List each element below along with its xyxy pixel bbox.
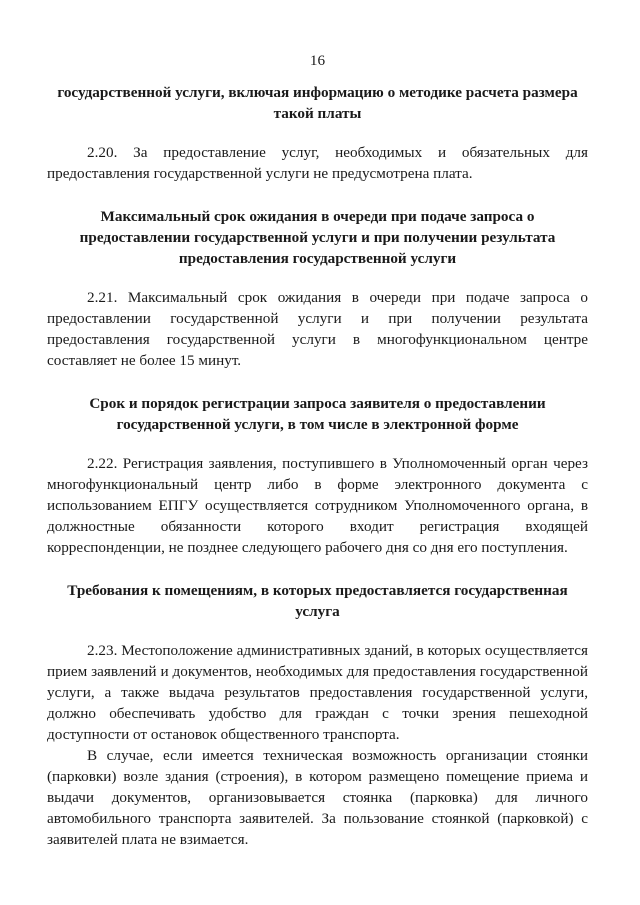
- section-heading-premises: Требования к помещениям, в которых предоставляется государственная услуга: [67, 582, 568, 620]
- paragraph-2-21: 2.21. Максимальный срок ожидания в очереди при подаче запроса о предоставлении государственной услуги и при получении результата предоставления государственной услуги в многофункциональном центре составляет не более 15 минут.: [47, 289, 588, 369]
- paragraph-2-23: 2.23. Местоположение административных зданий, в которых осуществляется прием заявлений и документов, необходимых для предоставления государственной услуги, а также выдача результатов предоставления государственной услуги, должно обеспечивать удобство для граждан с точки зрения пешеходной доступности от остановок общественного транспорта.: [47, 642, 588, 743]
- paragraph-2-20: 2.20. За предоставление услуг, необходимых и обязательных для предоставления государственной услуги не предусмотрена плата.: [47, 144, 588, 182]
- paragraph-parking: В случае, если имеется техническая возможность организации стоянки (парковки) возле здания (строения), в котором размещено помещение приема и выдачи документов, организовывается стоянка (парковка) для личного автомобильного транспорта заявителей. За пользование стоянкой (парковкой) с заявителей плата не взимается.: [47, 747, 588, 848]
- section-heading-waiting-time: Максимальный срок ожидания в очереди при подаче запроса о предоставлении государственной услуги и при получении результата предоставления государственной услуги: [79, 208, 556, 267]
- page-number: 16: [309, 52, 326, 69]
- paragraph-2-22: 2.22. Регистрация заявления, поступившего в Уполномоченный орган через многофункциональный центр либо в форме электронного документа с использованием ЕПГУ осуществляется сотрудником Уполномоченного органа, в должностные обязанности которого входит регистрация входящей корреспонденции, не позднее следующего рабочего дня со дня его поступления.: [47, 455, 588, 556]
- section-heading-continued: государственной услуги, включая информацию о методике расчета размера такой платы: [57, 84, 578, 122]
- section-heading-registration: Срок и порядок регистрации запроса заявителя о предоставлении государственной услуги, в том числе в электронной форме: [89, 395, 546, 433]
